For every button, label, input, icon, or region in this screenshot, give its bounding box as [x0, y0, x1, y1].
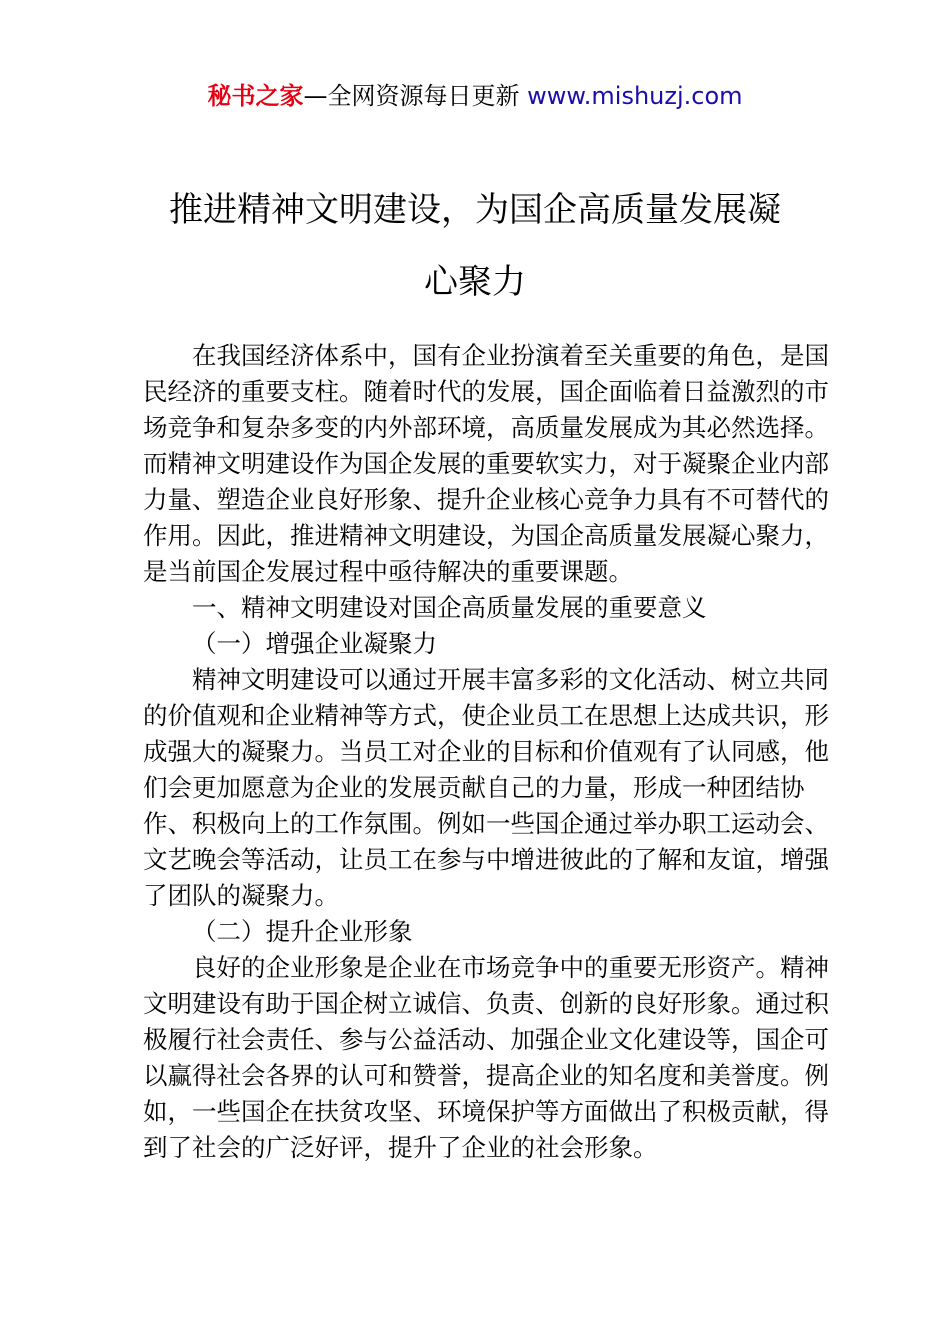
document-body — [143, 338, 833, 1166]
paragraph-intro: 在我国经济体系中，国有企业扮演着至关重要的角色，是国民经济的重要支柱。随着时代的发展，国企面临着日益激烈的市场竞争和复杂多变的内外部环境，高质量发展成为其必然选择。而精神文明建设作为国企发展的重要软实力，对于凝聚企业内部力量、塑造企业良好形象、提升企业核心竞争力具有不可替代的作用。因此，推进精神文明建设，为国企高质量发展凝心聚力，是当前国企发展过程中亟待解决的重要课题。 — [143, 341, 829, 586]
site-url-link[interactable]: www.mishuzj.com — [527, 82, 743, 110]
subsection-heading-2: （二）提升企业形象 — [192, 917, 413, 946]
paragraph-image: 良好的企业形象是企业在市场竞争中的重要无形资产。精神文明建设有助于国企树立诚信、负责、创新的良好形象。通过积极履行社会责任、参与公益活动、加强企业文化建设等，国企可以赢得社会各界的认可和赞誉，提高企业的知名度和美誉度。例如，一些国企在扶贫攻坚、环境保护等方面做出了积极贡献，得到了社会的广泛好评，提升了企业的社会形象。 — [143, 953, 829, 1162]
paragraph-cohesion: 精神文明建设可以通过开展丰富多彩的文化活动、树立共同的价值观和企业精神等方式，使企业员工在思想上达成共识，形成强大的凝聚力。当员工对企业的目标和价值观有了认同感，他们会更加愿意为企业的发展贡献自己的力量，形成一种团结协作、积极向上的工作氛围。例如一些国企通过举办职工运动会、文艺晚会等活动，让员工在参与中增进彼此的了解和友谊，增强了团队的凝聚力。 — [143, 665, 829, 910]
title-line-1: 推进精神文明建设，为国企高质量发展凝 — [169, 190, 781, 230]
section-heading-1: 一、精神文明建设对国企高质量发展的重要意义 — [192, 593, 707, 622]
document-title — [60, 174, 890, 318]
title-line-2: 心聚力 — [424, 262, 526, 302]
site-header — [0, 80, 950, 112]
subsection-heading-1: （一）增强企业凝聚力 — [192, 629, 437, 658]
site-brand: 秘书之家 — [207, 82, 304, 110]
site-tagline: —全网资源每日更新 — [303, 82, 528, 110]
